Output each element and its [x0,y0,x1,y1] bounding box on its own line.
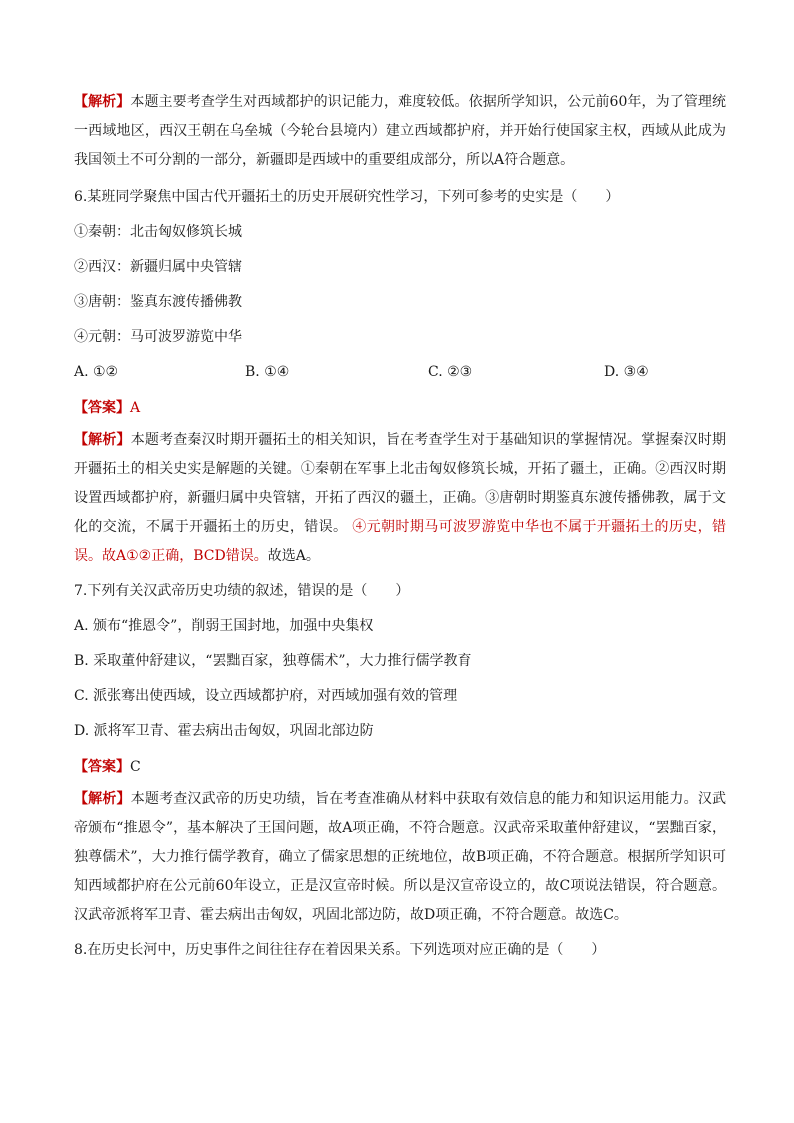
q7-answer [74,757,726,777]
q6-option-a: A. ①② [74,364,119,380]
q6-stem: 6.某班同学聚焦中国古代开疆拓土的历史开展研究性学习，下列可参考的史实是（ ） [74,189,620,205]
analysis-tag: 【解析】 [74,432,131,448]
q5-analysis [74,88,726,175]
q6-option-d: D. ③④ [604,364,649,380]
q6-item-1: ①秦朝：北击匈奴修筑长城 [74,224,242,240]
q6-answer [74,398,726,418]
q7-analysis [74,785,726,930]
document-page [74,88,726,960]
q6-analysis-red-text: ④元朝时期马可波罗游览中华也不属于开疆拓土的历史，错误。故A①②正确，BCD错误。 [74,519,727,564]
q7-option-d: D. 派将军卫青、霍去病出击匈奴，巩固北部边防 [74,723,374,739]
q8-stem: 8.在历史长河中，历史事件之间往往存在着因果关系。下列选项对应正确的是（ ） [74,942,606,958]
q7-option-b: B. 采取董仲舒建议，“罢黜百家，独尊儒术”，大力推行儒学教育 [74,653,472,669]
answer-tag: 【答案】 [74,759,130,775]
q7-answer-value: C [130,759,141,775]
q6-option-b: B. ①④ [245,364,290,380]
q5-analysis-text: 本题主要考查学生对西域都护的识记能力，难度较低。依据所学知识，公元前60年，为了管理统一西域地区，西汉王朝在乌垒城（今轮台县境内）建立西域都护府，并开始行使国家主权，西域从此成为我国领土不可分割的一部分，新疆即是西域中的重要组成部分，所以A符合题意。 [74,94,727,168]
q7-stem: 7.下列有关汉武帝历史功绩的叙述，错误的是（ ） [74,583,410,599]
q6-item-3: ③唐朝：鉴真东渡传播佛教 [74,294,242,310]
q6-analysis [74,426,726,571]
q6-options [74,362,726,382]
answer-tag: 【答案】 [74,400,130,416]
q6-answer-value: A [130,400,141,416]
q6-analysis-end: 故选A。 [267,548,320,564]
analysis-tag: 【解析】 [74,791,131,807]
q7-option-c: C. 派张骞出使西域，设立西域都护府，对西域加强有效的管理 [74,688,458,704]
q7-option-a: A. 颁布“推恩令”，削弱王国封地，加强中央集权 [74,618,374,634]
q6-item-4: ④元朝：马可波罗游览中华 [74,329,242,345]
q6-analysis-text: 本题考查秦汉时期开疆拓土的相关知识，旨在考查学生对于基础知识的掌握情况。掌握秦汉时期开疆拓土的相关史实是解题的关键。①秦朝在军事上北击匈奴修筑长城，开拓了疆土，正确。②西汉时期设置西域都护府，新疆归属中央管辖，开拓了西汉的疆土，正确。③唐朝时期鉴真东渡传播佛教，属于文化的交流，不属于开疆拓土的历史，错误。 [74,432,727,535]
q7-analysis-text: 本题考查汉武帝的历史功绩，旨在考查准确从材料中获取有效信息的能力和知识运用能力。汉武帝颁布“推恩令”，基本解决了王国问题，故A项正确，不符合题意。汉武帝采取董仲舒建议，“罢黜百家，独尊儒术”，大力推行儒学教育，确立了儒家思想的正统地位，故B项正确，不符合题意。根据所学知识可知西域都护府在公元前60年设立，正是汉宣帝时候。所以是汉宣帝设立的，故C项说法错误，符合题意。汉武帝派将军卫青、霍去病出击匈奴，巩固北部边防，故D项正确，不符合题意。故选C。 [74,791,727,923]
q6-option-c: C. ②③ [428,364,473,380]
analysis-tag: 【解析】 [74,94,131,110]
q6-item-2: ②西汉：新疆归属中央管辖 [74,259,242,275]
